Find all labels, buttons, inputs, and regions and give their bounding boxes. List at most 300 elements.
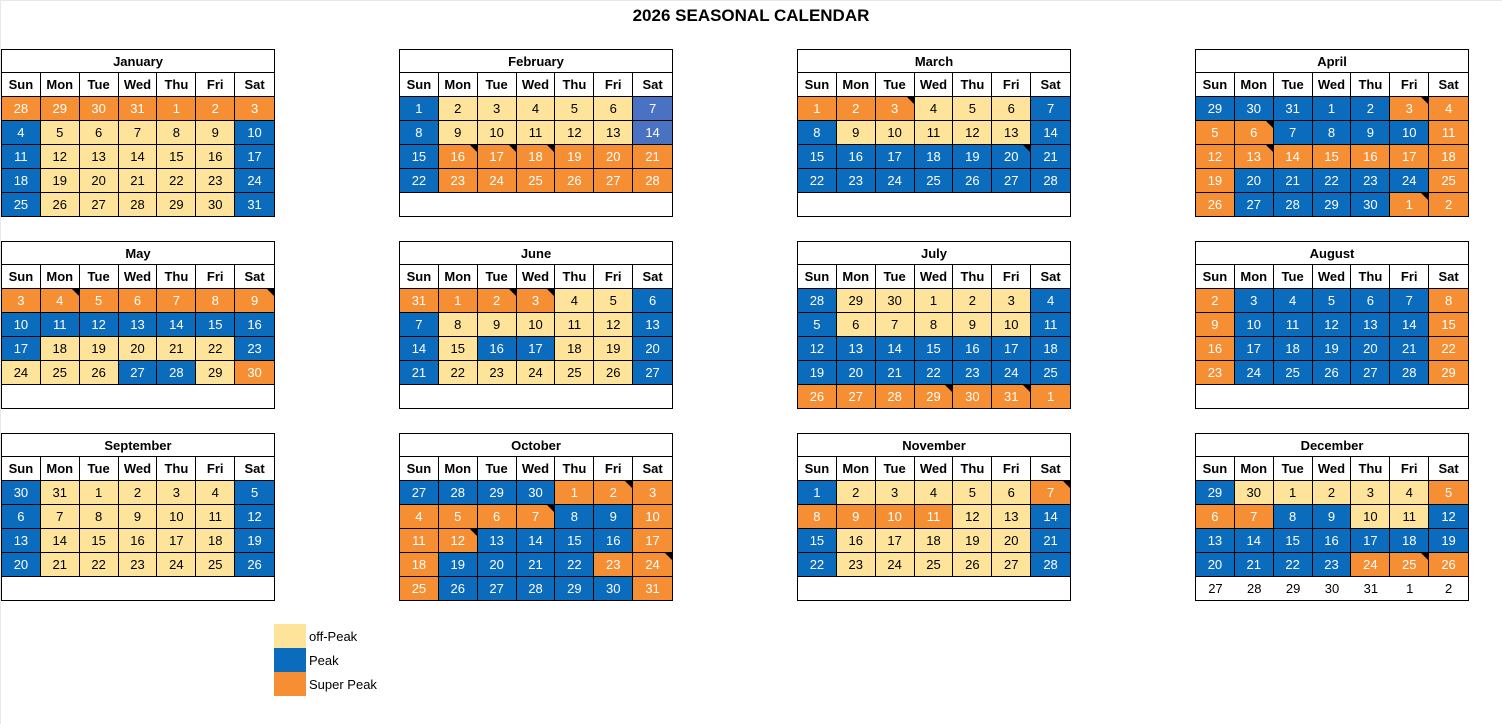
day-cell: 2: [119, 481, 158, 505]
weekday-header: Thu: [953, 265, 992, 289]
day-cell: 27: [1351, 361, 1390, 385]
month-days-grid: [798, 73, 1070, 193]
weekday-header: Sun: [2, 265, 41, 289]
weekday-header: Tue: [478, 265, 517, 289]
weekday-header: Thu: [157, 265, 196, 289]
day-cell: 8: [1274, 505, 1313, 529]
day-cell: 2: [1351, 97, 1390, 121]
weekday-header: Fri: [196, 73, 235, 97]
month-october: [399, 433, 673, 601]
day-cell: 3: [876, 481, 915, 505]
weekday-header: Sun: [2, 457, 41, 481]
day-cell: 21: [157, 337, 196, 361]
day-cell: 15: [798, 145, 837, 169]
weekday-header: Wed: [119, 73, 158, 97]
day-cell: 21: [876, 361, 915, 385]
day-cell: 21: [41, 553, 80, 577]
day-cell: 26: [439, 577, 478, 601]
day-cell: 22: [798, 169, 837, 193]
day-cell: 11: [196, 505, 235, 529]
day-cell: 30: [1235, 481, 1274, 505]
day-cell: 29: [1313, 193, 1352, 217]
day-cell: 3: [1235, 289, 1274, 313]
day-cell: 9: [478, 313, 517, 337]
day-cell: 16: [196, 145, 235, 169]
day-cell: 23: [837, 169, 876, 193]
day-cell: 25: [1274, 361, 1313, 385]
day-cell: 5: [555, 97, 594, 121]
day-cell: 26: [1196, 193, 1235, 217]
day-cell: 22: [798, 553, 837, 577]
day-cell: 4: [915, 481, 954, 505]
weekday-header: Wed: [915, 73, 954, 97]
day-cell: 4: [517, 97, 556, 121]
day-cell: 25: [915, 553, 954, 577]
trailing-day: 28: [1247, 581, 1262, 596]
day-cell: 29: [837, 289, 876, 313]
day-cell: 3: [992, 289, 1031, 313]
day-cell: 15: [798, 529, 837, 553]
day-cell: 13: [2, 529, 41, 553]
day-cell: 23: [478, 361, 517, 385]
day-cell: 25: [915, 169, 954, 193]
day-cell: 17: [1351, 529, 1390, 553]
weekday-header: Fri: [594, 265, 633, 289]
month-days-grid: [2, 457, 274, 577]
day-cell: 27: [400, 481, 439, 505]
day-cell: 28: [1031, 553, 1070, 577]
day-cell: 23: [1313, 553, 1352, 577]
day-cell: 17: [235, 145, 274, 169]
day-cell: 5: [80, 289, 119, 313]
day-cell: 23: [953, 361, 992, 385]
day-cell: 12: [41, 145, 80, 169]
weekday-header: Fri: [196, 265, 235, 289]
day-cell: 17: [1390, 145, 1429, 169]
weekday-header: Sat: [235, 457, 274, 481]
day-cell: 14: [517, 529, 556, 553]
day-cell: 15: [439, 337, 478, 361]
trailing-day: 27: [1208, 581, 1223, 596]
day-cell: 13: [633, 313, 672, 337]
day-cell: 1: [439, 289, 478, 313]
day-cell: 24: [992, 361, 1031, 385]
day-cell: 14: [633, 121, 672, 145]
day-cell: 26: [953, 169, 992, 193]
day-cell: 25: [1390, 553, 1429, 577]
month-title: December: [1196, 434, 1468, 457]
weekday-header: Wed: [1313, 73, 1352, 97]
day-cell: 27: [80, 193, 119, 217]
day-cell: 6: [992, 97, 1031, 121]
day-cell: 29: [1429, 361, 1468, 385]
day-cell: 8: [1429, 289, 1468, 313]
weekday-header: Tue: [876, 265, 915, 289]
day-cell: 8: [555, 505, 594, 529]
day-cell: 26: [555, 169, 594, 193]
day-cell: 18: [517, 145, 556, 169]
day-cell: 19: [80, 337, 119, 361]
day-cell: 17: [876, 145, 915, 169]
day-cell: 26: [41, 193, 80, 217]
day-cell: 16: [1351, 145, 1390, 169]
day-cell: 26: [798, 385, 837, 409]
weekday-header: Wed: [915, 457, 954, 481]
weekday-header: Fri: [1390, 73, 1429, 97]
month-days-grid: [400, 457, 672, 601]
day-cell: 9: [1351, 121, 1390, 145]
day-cell: 28: [1390, 361, 1429, 385]
weekday-header: Mon: [41, 73, 80, 97]
day-cell: 16: [837, 529, 876, 553]
day-cell: 11: [555, 313, 594, 337]
day-cell: 11: [915, 505, 954, 529]
day-cell: 9: [439, 121, 478, 145]
day-cell: 14: [400, 337, 439, 361]
day-cell: 22: [196, 337, 235, 361]
day-cell: 31: [633, 577, 672, 601]
day-cell: 18: [1390, 529, 1429, 553]
weekday-header: Fri: [992, 73, 1031, 97]
weekday-header: Wed: [119, 457, 158, 481]
day-cell: 7: [1235, 505, 1274, 529]
day-cell: 2: [196, 97, 235, 121]
day-cell: 17: [157, 529, 196, 553]
day-cell: 28: [798, 289, 837, 313]
day-cell: 29: [478, 481, 517, 505]
weekday-header: Tue: [1274, 73, 1313, 97]
day-cell: 19: [798, 361, 837, 385]
day-cell: 5: [41, 121, 80, 145]
day-cell: 26: [594, 361, 633, 385]
month-title: September: [2, 434, 274, 457]
day-cell: 30: [594, 577, 633, 601]
day-cell: 25: [1031, 361, 1070, 385]
legend-swatch: [274, 648, 306, 672]
weekday-header: Mon: [1235, 265, 1274, 289]
weekday-header: Sun: [400, 73, 439, 97]
day-cell: 29: [1196, 481, 1235, 505]
day-cell: 28: [517, 577, 556, 601]
day-cell: 17: [2, 337, 41, 361]
day-cell: 24: [517, 361, 556, 385]
day-cell: 5: [439, 505, 478, 529]
day-cell: 8: [80, 505, 119, 529]
day-cell: 11: [1429, 121, 1468, 145]
day-cell: 6: [119, 289, 158, 313]
day-cell: 19: [41, 169, 80, 193]
month-days-grid: [798, 457, 1070, 577]
month-december: [1195, 433, 1469, 601]
day-cell: 15: [1274, 529, 1313, 553]
day-cell: 12: [439, 529, 478, 553]
day-cell: 8: [400, 121, 439, 145]
month-june: [399, 241, 673, 409]
day-cell: 7: [517, 505, 556, 529]
day-cell: 24: [1235, 361, 1274, 385]
weekday-header: Sun: [400, 265, 439, 289]
weekday-header: Fri: [992, 457, 1031, 481]
day-cell: 13: [1235, 145, 1274, 169]
day-cell: 31: [400, 289, 439, 313]
weekday-header: Sat: [235, 265, 274, 289]
day-cell: 31: [235, 193, 274, 217]
day-cell: 5: [953, 481, 992, 505]
day-cell: 16: [119, 529, 158, 553]
day-cell: 12: [953, 121, 992, 145]
day-cell: 1: [157, 97, 196, 121]
day-cell: 4: [1274, 289, 1313, 313]
day-cell: 25: [41, 361, 80, 385]
day-cell: 30: [235, 361, 274, 385]
day-cell: 24: [235, 169, 274, 193]
day-cell: 27: [992, 169, 1031, 193]
weekday-header: Thu: [953, 73, 992, 97]
legend-label: off-Peak: [309, 628, 358, 644]
day-cell: 7: [1390, 289, 1429, 313]
day-cell: 25: [1429, 169, 1468, 193]
weekday-header: Sun: [1196, 265, 1235, 289]
day-cell: 6: [2, 505, 41, 529]
day-cell: 11: [1390, 505, 1429, 529]
day-cell: 31: [41, 481, 80, 505]
day-cell: 4: [1031, 289, 1070, 313]
day-cell: 22: [439, 361, 478, 385]
day-cell: 6: [1351, 289, 1390, 313]
day-cell: 13: [119, 313, 158, 337]
day-cell: 1: [80, 481, 119, 505]
day-cell: 12: [953, 505, 992, 529]
day-cell: 24: [633, 553, 672, 577]
trailing-day: 1: [1406, 581, 1414, 596]
weekday-header: Mon: [439, 457, 478, 481]
weekday-header: Sat: [1429, 265, 1468, 289]
day-cell: 31: [992, 385, 1031, 409]
day-cell: 3: [478, 97, 517, 121]
day-cell: 16: [1313, 529, 1352, 553]
month-july: [797, 241, 1071, 409]
month-august: [1195, 241, 1469, 409]
day-cell: 26: [1313, 361, 1352, 385]
day-cell: 3: [2, 289, 41, 313]
day-cell: 24: [157, 553, 196, 577]
day-cell: 2: [1429, 193, 1468, 217]
day-cell: 6: [1196, 505, 1235, 529]
day-cell: 21: [1235, 553, 1274, 577]
day-cell: 11: [1031, 313, 1070, 337]
day-cell: 22: [1274, 553, 1313, 577]
day-cell: 10: [876, 121, 915, 145]
day-cell: 2: [1196, 289, 1235, 313]
day-cell: 28: [876, 385, 915, 409]
day-cell: 23: [235, 337, 274, 361]
day-cell: 12: [80, 313, 119, 337]
weekday-header: Sun: [400, 457, 439, 481]
day-cell: 14: [1235, 529, 1274, 553]
day-cell: 28: [439, 481, 478, 505]
day-cell: 29: [915, 385, 954, 409]
weekday-header: Sat: [1031, 265, 1070, 289]
weekday-header: Sat: [235, 73, 274, 97]
day-cell: 20: [1351, 337, 1390, 361]
day-cell: 12: [555, 121, 594, 145]
weekday-header: Wed: [915, 265, 954, 289]
day-cell: 27: [478, 577, 517, 601]
day-cell: 22: [1429, 337, 1468, 361]
day-cell: 1: [555, 481, 594, 505]
weekday-header: Sun: [798, 457, 837, 481]
day-cell: 27: [1235, 193, 1274, 217]
weekday-header: Wed: [517, 265, 556, 289]
day-cell: 30: [517, 481, 556, 505]
day-cell: 3: [235, 97, 274, 121]
day-cell: 24: [1351, 553, 1390, 577]
day-cell: 16: [439, 145, 478, 169]
day-cell: 5: [235, 481, 274, 505]
day-cell: 15: [196, 313, 235, 337]
weekday-header: Fri: [196, 457, 235, 481]
weekday-header: Tue: [478, 457, 517, 481]
day-cell: 27: [633, 361, 672, 385]
legend-item: [274, 648, 377, 672]
weekday-header: Thu: [1351, 457, 1390, 481]
month-days-grid: [400, 73, 672, 193]
weekday-header: Mon: [439, 265, 478, 289]
weekday-header: Wed: [517, 73, 556, 97]
day-cell: 16: [837, 145, 876, 169]
day-cell: 22: [157, 169, 196, 193]
day-cell: 21: [1031, 145, 1070, 169]
weekday-header: Sun: [2, 73, 41, 97]
weekday-header: Tue: [1274, 265, 1313, 289]
day-cell: 26: [80, 361, 119, 385]
weekday-header: Tue: [80, 265, 119, 289]
day-cell: 3: [517, 289, 556, 313]
day-cell: 10: [1351, 505, 1390, 529]
day-cell: 12: [1196, 145, 1235, 169]
day-cell: 19: [1429, 529, 1468, 553]
legend-label: Peak: [309, 652, 339, 668]
day-cell: 9: [594, 505, 633, 529]
day-cell: 24: [876, 553, 915, 577]
day-cell: 21: [1031, 529, 1070, 553]
month-title: January: [2, 50, 274, 73]
day-cell: 2: [953, 289, 992, 313]
day-cell: 24: [2, 361, 41, 385]
day-cell: 28: [1031, 169, 1070, 193]
weekday-header: Sat: [1031, 73, 1070, 97]
day-cell: 25: [196, 553, 235, 577]
day-cell: 5: [1196, 121, 1235, 145]
day-cell: 10: [1235, 313, 1274, 337]
day-cell: 10: [157, 505, 196, 529]
day-cell: 30: [1351, 193, 1390, 217]
day-cell: 19: [555, 145, 594, 169]
month-days-grid: [2, 265, 274, 385]
day-cell: 26: [1429, 553, 1468, 577]
day-cell: 13: [478, 529, 517, 553]
page-title: 2026 SEASONAL CALENDAR: [632, 6, 870, 25]
day-cell: 13: [80, 145, 119, 169]
day-cell: 24: [1390, 169, 1429, 193]
day-cell: 10: [876, 505, 915, 529]
day-cell: 10: [633, 505, 672, 529]
day-cell: 29: [196, 361, 235, 385]
day-cell: 14: [157, 313, 196, 337]
weekday-header: Mon: [837, 73, 876, 97]
weekday-header: Mon: [41, 265, 80, 289]
weekday-header: Tue: [1274, 457, 1313, 481]
day-cell: 18: [1031, 337, 1070, 361]
weekday-header: Sun: [798, 73, 837, 97]
day-cell: 3: [876, 97, 915, 121]
day-cell: 2: [837, 481, 876, 505]
day-cell: 27: [992, 553, 1031, 577]
month-february: [399, 49, 673, 217]
day-cell: 14: [1390, 313, 1429, 337]
weekday-header: Tue: [80, 73, 119, 97]
day-cell: 15: [1313, 145, 1352, 169]
day-cell: 27: [119, 361, 158, 385]
weekday-header: Thu: [157, 73, 196, 97]
month-title: March: [798, 50, 1070, 73]
legend: [274, 624, 377, 696]
day-cell: 18: [400, 553, 439, 577]
day-cell: 19: [953, 145, 992, 169]
day-cell: 8: [439, 313, 478, 337]
day-cell: 23: [837, 553, 876, 577]
day-cell: 8: [798, 505, 837, 529]
day-cell: 21: [517, 553, 556, 577]
day-cell: 3: [1390, 97, 1429, 121]
day-cell: 1: [1390, 193, 1429, 217]
day-cell: 1: [1274, 481, 1313, 505]
day-cell: 1: [798, 481, 837, 505]
weekday-header: Wed: [119, 265, 158, 289]
day-cell: 10: [1390, 121, 1429, 145]
day-cell: 4: [41, 289, 80, 313]
day-cell: 14: [1031, 505, 1070, 529]
day-cell: 25: [555, 361, 594, 385]
day-cell: 16: [594, 529, 633, 553]
day-cell: 7: [876, 313, 915, 337]
day-cell: 12: [594, 313, 633, 337]
weekday-header: Thu: [1351, 265, 1390, 289]
day-cell: 18: [2, 169, 41, 193]
weekday-header: Tue: [478, 73, 517, 97]
day-cell: 6: [633, 289, 672, 313]
day-cell: 10: [2, 313, 41, 337]
day-cell: 19: [235, 529, 274, 553]
day-cell: 21: [1390, 337, 1429, 361]
month-march: [797, 49, 1071, 217]
weekday-header: Wed: [1313, 457, 1352, 481]
day-cell: 31: [119, 97, 158, 121]
weekday-header: Sun: [1196, 73, 1235, 97]
december-trailing-days: [1196, 577, 1468, 601]
day-cell: 9: [837, 505, 876, 529]
day-cell: 20: [633, 337, 672, 361]
day-cell: 22: [400, 169, 439, 193]
day-cell: 10: [517, 313, 556, 337]
month-days-grid: [1196, 265, 1468, 385]
day-cell: 2: [837, 97, 876, 121]
month-days-grid: [798, 265, 1070, 409]
day-cell: 5: [1429, 481, 1468, 505]
day-cell: 7: [1031, 97, 1070, 121]
day-cell: 28: [2, 97, 41, 121]
day-cell: 3: [633, 481, 672, 505]
